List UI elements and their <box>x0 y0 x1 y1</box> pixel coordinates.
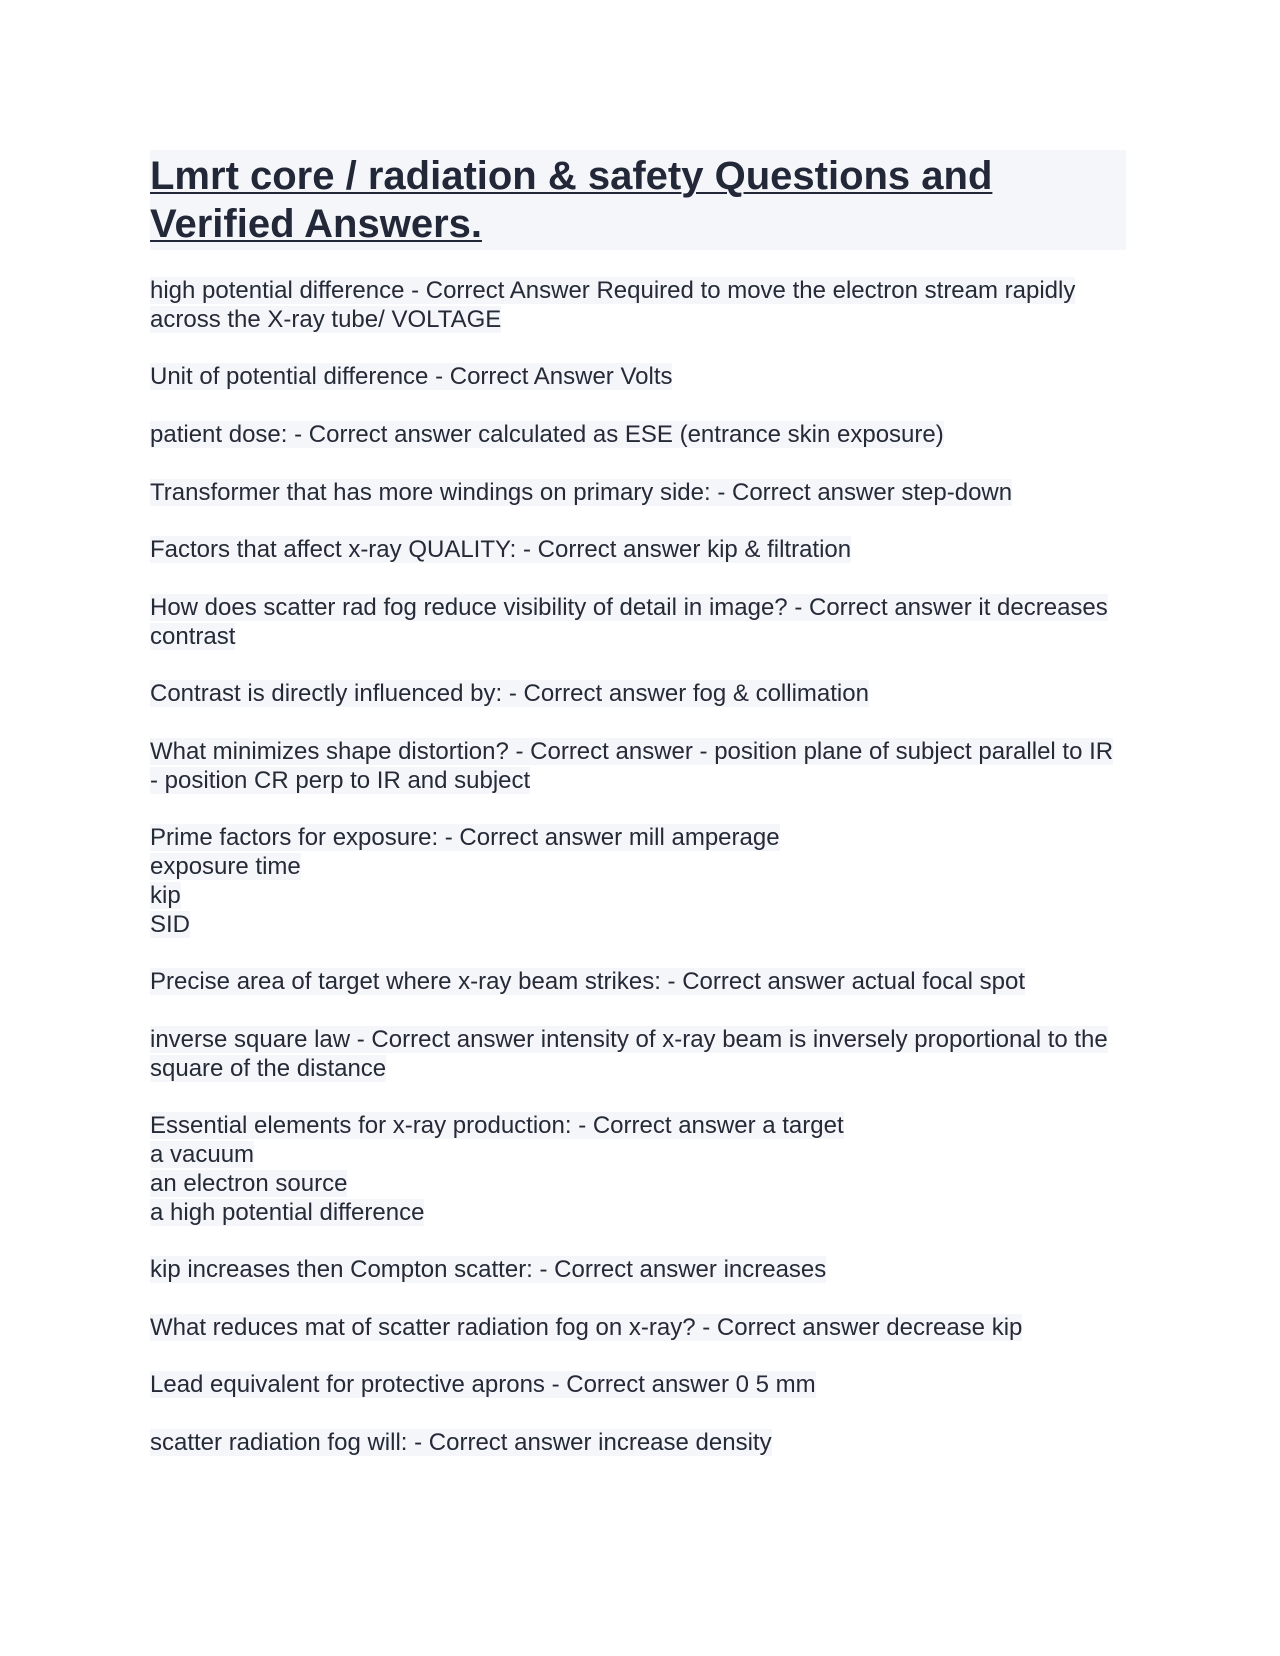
qa-entry <box>150 824 1126 939</box>
qa-line: high potential difference - Correct Answer Required to move the electron stream rapidly across the X-ray tube/ VOLTAGE <box>150 277 1076 333</box>
qa-entry <box>150 363 1126 392</box>
qa-entry <box>150 680 1126 709</box>
qa-line: exposure time <box>150 852 301 880</box>
qa-entry <box>150 1429 1126 1458</box>
qa-line: Factors that affect x-ray QUALITY: - Correct answer kip & filtration <box>150 536 852 564</box>
qa-line: kip increases then Compton scatter: - Correct answer increases <box>150 1256 827 1284</box>
qa-line: Essential elements for x-ray production: - Correct answer a target <box>150 1112 844 1140</box>
qa-line: How does scatter rad fog reduce visibility of detail in image? - Correct answer it decreases contrast <box>150 593 1108 650</box>
qa-line: Prime factors for exposure: - Correct answer mill amperage <box>150 824 780 852</box>
qa-line: an electron source <box>150 1169 348 1197</box>
qa-line: Lead equivalent for protective aprons - Correct answer 0 5 mm <box>150 1371 816 1399</box>
qa-line: inverse square law - Correct answer intensity of x-ray beam is inversely proportional to the square of the distance <box>150 1025 1108 1082</box>
qa-entry <box>150 421 1126 450</box>
qa-line: patient dose: - Correct answer calculated as ESE (entrance skin exposure) <box>150 420 944 448</box>
qa-line: kip <box>150 881 181 909</box>
document-page <box>150 150 1126 1486</box>
qa-line: Transformer that has more windings on primary side: - Correct answer step-down <box>150 478 1013 506</box>
qa-line: SID <box>150 910 191 938</box>
qa-line: - position CR perp to IR and subject <box>150 766 531 794</box>
document-title-text: Lmrt core / radiation & safety Questions and Verified Answers. <box>150 154 993 246</box>
qa-line: Unit of potential difference - Correct Answer Volts <box>150 363 673 391</box>
qa-entry <box>150 738 1126 796</box>
qa-entry <box>150 1314 1126 1343</box>
qa-line: What reduces mat of scatter radiation fog on x-ray? - Correct answer decrease kip <box>150 1313 1023 1341</box>
qa-entry <box>150 1026 1126 1084</box>
qa-entry <box>150 1371 1126 1400</box>
qa-line: scatter radiation fog will: - Correct answer increase density <box>150 1428 772 1456</box>
document-title <box>150 150 1126 250</box>
qa-entry <box>150 536 1126 565</box>
qa-entry <box>150 1256 1126 1285</box>
qa-line: a vacuum <box>150 1140 255 1168</box>
qa-entry <box>150 479 1126 508</box>
qa-line: What minimizes shape distortion? - Correct answer - position plane of subject parallel to IR <box>150 737 1114 765</box>
qa-line: Contrast is directly influenced by: - Correct answer fog & collimation <box>150 680 869 708</box>
qa-entry <box>150 1112 1126 1227</box>
qa-entry <box>150 594 1126 652</box>
qa-entry <box>150 968 1126 997</box>
qa-list <box>150 277 1126 1458</box>
qa-entry <box>150 277 1126 335</box>
qa-line: Precise area of target where x-ray beam strikes: - Correct answer actual focal spot <box>150 968 1026 996</box>
qa-line: a high potential difference <box>150 1198 425 1226</box>
